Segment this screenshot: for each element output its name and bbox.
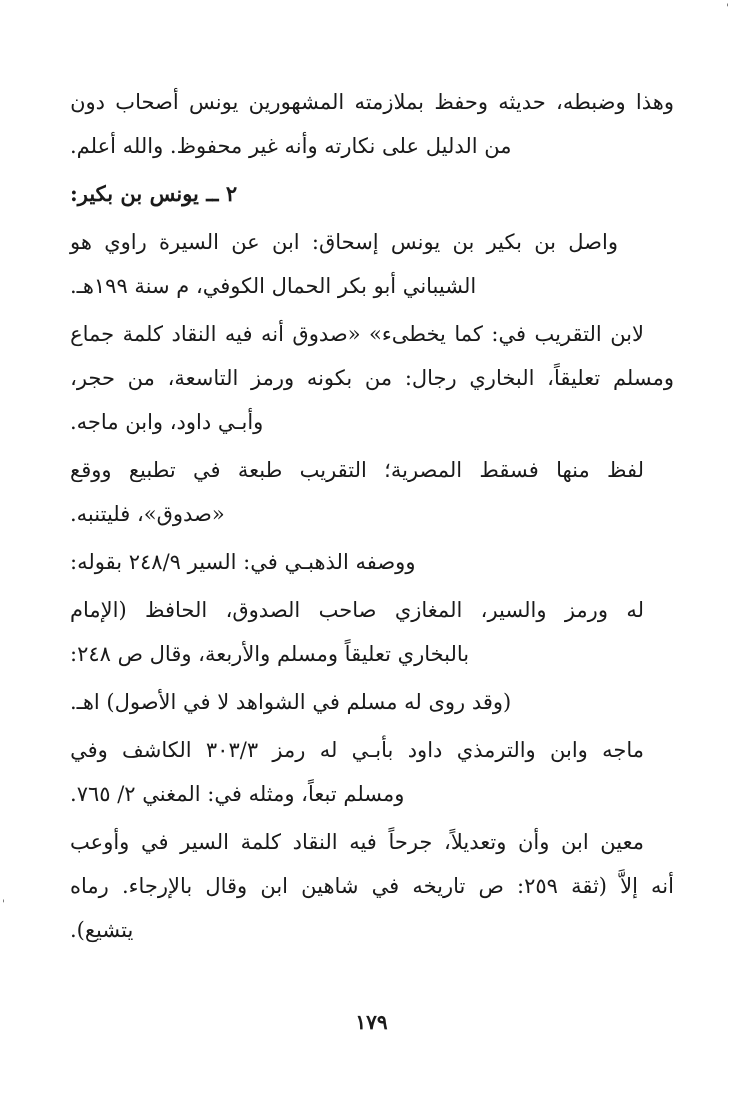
quote-line — [70, 680, 674, 724]
word: كما — [454, 322, 483, 346]
word: الحافظ — [145, 598, 208, 622]
word: يونس — [188, 90, 239, 114]
word: فسقط — [479, 458, 539, 482]
word: بملازمته — [354, 90, 425, 114]
page-number: ١٧٩ — [355, 1010, 388, 1034]
word: بالإرجاء. — [121, 874, 193, 898]
text-line — [70, 540, 674, 584]
word: ووقع — [70, 458, 112, 482]
word: إلاَّ — [620, 874, 638, 898]
word: ماجه — [602, 738, 644, 762]
word: ورمز — [564, 598, 608, 622]
word: من — [364, 366, 393, 390]
word: وأبـي داود، وابن ماجه. — [70, 410, 264, 434]
word: له — [319, 738, 338, 762]
word: فيه — [349, 830, 377, 854]
word: ابن — [271, 230, 300, 254]
word: طبعة — [237, 458, 283, 482]
word: يتشيع). — [70, 918, 134, 942]
word: رمز — [272, 738, 306, 762]
word: بأبـي — [351, 738, 394, 762]
text-line — [70, 220, 674, 264]
word: ابن — [260, 874, 288, 898]
text-line — [70, 772, 674, 816]
word: (ثقة — [571, 874, 607, 898]
word: ومسلم — [612, 366, 674, 390]
word: التاسعة، — [167, 366, 239, 390]
word: واصل — [568, 230, 618, 254]
word: شاهين — [301, 874, 359, 898]
word: وابن — [550, 738, 588, 762]
text-line — [70, 820, 674, 864]
text-line — [70, 400, 674, 444]
text-line — [70, 864, 674, 908]
word: والترمذي — [456, 738, 536, 762]
word: في — [140, 830, 169, 854]
word: يونس — [390, 230, 441, 254]
word: دون — [70, 90, 105, 114]
word: وقال — [205, 874, 248, 898]
section-heading — [70, 172, 674, 216]
text-line — [70, 356, 674, 400]
word: ورمز — [251, 366, 295, 390]
quote-line — [70, 632, 674, 676]
word: لفظ — [607, 458, 644, 482]
word: «صدوق — [292, 322, 361, 346]
word: إسحاق: — [311, 230, 379, 254]
word: المشهورين — [248, 90, 345, 114]
word: الشيباني أبو بكر الحمال الكوفي، م سنة ١٩٩هـ. — [70, 274, 477, 298]
word: عن — [231, 230, 260, 254]
word: جرحاً — [388, 830, 433, 854]
word: تعليقاً، — [547, 366, 601, 390]
word: له — [626, 598, 644, 622]
word: بن — [534, 230, 557, 254]
word: البخاري — [469, 366, 535, 390]
text-line — [70, 80, 674, 124]
word: وفي — [70, 738, 108, 762]
word: رماه — [70, 874, 109, 898]
word: التقريب — [534, 322, 602, 346]
word: كلمة — [122, 322, 163, 346]
word: في: — [491, 322, 526, 346]
word: رجال: — [404, 366, 457, 390]
word: لابن — [610, 322, 644, 346]
word: بالبخاري تعليقاً ومسلم والأربعة، وقال ص ٢٤٨: — [70, 642, 470, 666]
word: بن — [452, 230, 475, 254]
word: في — [193, 458, 221, 482]
word: وحفظ — [434, 90, 488, 114]
word: هو — [70, 230, 92, 254]
word: السيرة — [159, 230, 219, 254]
word: حجر، — [70, 366, 115, 390]
word: منها — [556, 458, 590, 482]
word: حديثه — [498, 90, 546, 114]
text-line — [70, 492, 674, 536]
word: بكونه — [306, 366, 353, 390]
word: يخطىء» — [369, 322, 446, 346]
text-line — [70, 448, 674, 492]
word: وأوعب — [70, 830, 130, 854]
text-line — [70, 728, 674, 772]
word: ووصفه الذهبـي في: السير ٢٤٨/٩ بقوله: — [70, 550, 416, 574]
word: ٢ ــ يونس بن بكير: — [70, 181, 238, 206]
word: وأن — [517, 830, 550, 854]
word: راوي — [104, 230, 147, 254]
text-line — [70, 124, 674, 168]
word: في — [371, 874, 400, 898]
word: النقاد — [171, 322, 217, 346]
text-line — [70, 264, 674, 308]
word: وهذا — [635, 90, 674, 114]
word: من — [127, 366, 155, 390]
word: النقاد — [292, 830, 338, 854]
word: كلمة — [240, 830, 281, 854]
word: وضبطه، — [556, 90, 626, 114]
word: ٣٠٣/٣ — [205, 738, 259, 762]
word: السير — [180, 830, 230, 854]
word: التقريب — [299, 458, 367, 482]
word: تطبيع — [128, 458, 176, 482]
word: معين — [600, 830, 644, 854]
word: بكير — [486, 230, 522, 254]
margin-mark-left: ' — [2, 899, 5, 910]
text-line — [70, 908, 674, 952]
text-line — [70, 312, 674, 356]
quote-line — [70, 588, 674, 632]
word: أنه — [261, 322, 284, 346]
word: ٢٥٩: — [517, 874, 558, 898]
word: ابن — [561, 830, 589, 854]
word: أنه — [651, 874, 674, 898]
word: «صدوق»، فليتنبه. — [70, 502, 225, 526]
word: من الدليل على نكارته وأنه غير محفوظ. والله أعلم. — [70, 134, 512, 158]
word: صاحب — [318, 598, 377, 622]
word: والسير، — [480, 598, 547, 622]
word: ومسلم تبعاً، ومثله في: المغني ٢/ ٧٦٥. — [70, 782, 405, 806]
word: فيه — [224, 322, 253, 346]
word: تاريخه — [412, 874, 466, 898]
word: داود — [407, 738, 443, 762]
word: وتعديلاً، — [444, 830, 507, 854]
word: الصدوق، — [225, 598, 301, 622]
word: الكاشف — [122, 738, 192, 762]
margin-mark-top: ' — [726, 3, 729, 14]
word: المصرية؛ — [384, 458, 463, 482]
body-text — [70, 80, 674, 952]
word: جماع — [70, 322, 115, 346]
word: ص — [478, 874, 504, 898]
word: المغازي — [394, 598, 463, 622]
word: (الإمام — [70, 598, 127, 622]
word: أصحاب — [115, 90, 179, 114]
word: (وقد روى له مسلم في الشواهد لا في الأصول) اهـ. — [70, 690, 512, 714]
